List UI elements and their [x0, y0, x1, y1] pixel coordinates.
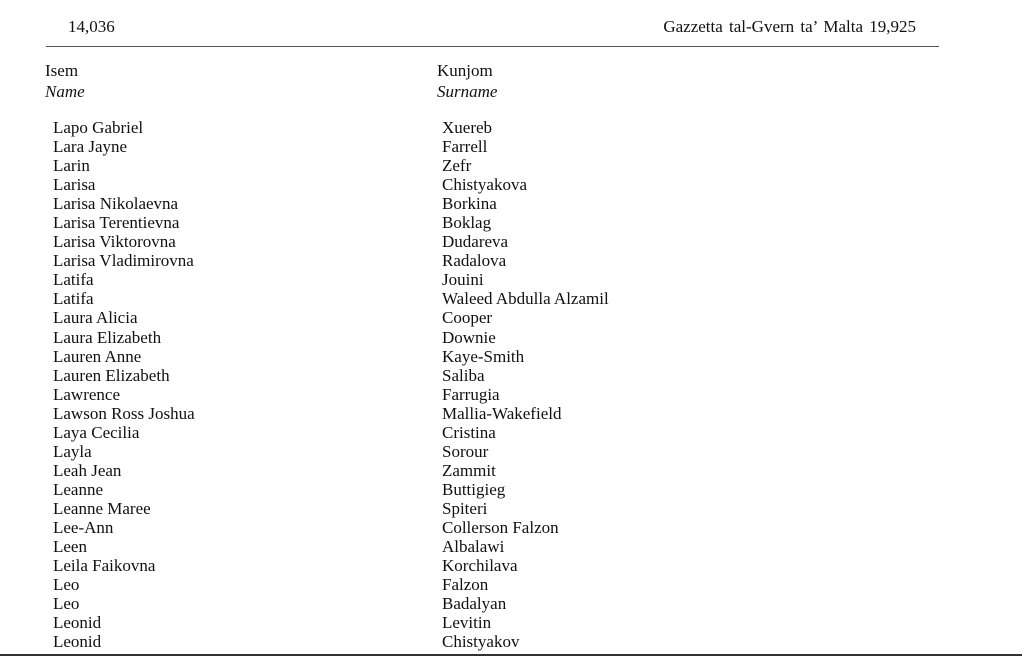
list-item	[0, 632, 1022, 651]
list-item	[0, 537, 1022, 556]
list-item	[0, 461, 1022, 480]
surname: Downie	[442, 327, 496, 347]
surname: Collerson Falzon	[442, 517, 559, 537]
surname: Kaye-Smith	[442, 346, 525, 366]
list-item	[0, 232, 1022, 251]
list-item	[0, 118, 1022, 137]
surname: Falzon	[442, 575, 489, 595]
given-name: Leanne Maree	[53, 498, 151, 518]
surname: Sorour	[442, 441, 489, 461]
surname: Jouini	[442, 270, 484, 290]
surname-column-header	[437, 60, 497, 102]
surname: Xuereb	[442, 118, 493, 137]
surname: Chistyakova	[442, 175, 527, 195]
list-item	[0, 594, 1022, 613]
given-name: Larisa Terentievna	[53, 213, 180, 233]
surname: Badalyan	[442, 594, 507, 614]
list-item	[0, 480, 1022, 499]
list-item	[0, 156, 1022, 175]
list-item	[0, 175, 1022, 194]
page-number: 14,036	[68, 17, 115, 36]
list-item	[0, 423, 1022, 442]
given-name: Larisa	[53, 175, 96, 195]
name-list	[0, 118, 1022, 651]
given-name: Laura Alicia	[53, 308, 138, 328]
publication-title: Gazzetta tal-Gvern ta’ Malta 19,925	[663, 17, 916, 36]
list-item	[0, 556, 1022, 575]
name-column-header	[45, 60, 85, 102]
given-name: Leen	[53, 537, 87, 557]
given-name: Lee-Ann	[53, 517, 114, 537]
given-name: Larisa Vladimirovna	[53, 251, 194, 271]
list-item	[0, 442, 1022, 461]
given-name: Leanne	[53, 479, 104, 499]
given-name: Laya Cecilia	[53, 422, 140, 442]
list-item	[0, 213, 1022, 232]
surname: Buttigieg	[442, 479, 506, 499]
list-item	[0, 270, 1022, 289]
list-item	[0, 194, 1022, 213]
given-name: Lawrence	[53, 384, 121, 404]
given-name: Leo	[53, 575, 80, 595]
surname: Radalova	[442, 251, 507, 271]
list-item	[0, 251, 1022, 270]
list-item	[0, 366, 1022, 385]
given-name: Leah Jean	[53, 460, 122, 480]
surname: Farrell	[442, 137, 488, 157]
surname-header-english: Surname	[437, 82, 498, 101]
given-name: Leonid	[53, 613, 102, 633]
surname: Cristina	[442, 422, 496, 442]
surname: Zammit	[442, 460, 496, 480]
given-name: Larisa Viktorovna	[53, 232, 176, 252]
given-name: Layla	[53, 441, 92, 461]
surname: Korchilava	[442, 556, 518, 576]
given-name: Lauren Elizabeth	[53, 365, 170, 385]
given-name: Leo	[53, 594, 80, 614]
list-item	[0, 404, 1022, 423]
list-item	[0, 347, 1022, 366]
given-name: Laura Elizabeth	[53, 327, 162, 347]
surname: Boklag	[442, 213, 492, 233]
list-item	[0, 328, 1022, 347]
surname: Spiteri	[442, 498, 488, 518]
surname: Albalawi	[442, 537, 505, 557]
surname: Cooper	[442, 308, 493, 328]
given-name: Lara Jayne	[53, 137, 128, 157]
surname: Farrugia	[442, 384, 500, 404]
name-header-maltese: Isem	[45, 61, 79, 80]
list-item	[0, 308, 1022, 327]
given-name: Lauren Anne	[53, 346, 142, 366]
given-name: Leila Faikovna	[53, 556, 156, 576]
surname-header-maltese: Kunjom	[437, 61, 493, 80]
page-header	[46, 0, 939, 47]
list-item	[0, 137, 1022, 156]
surname: Borkina	[442, 194, 497, 214]
name-header-english: Name	[45, 82, 85, 101]
given-name: Latifa	[53, 289, 94, 309]
list-item	[0, 613, 1022, 632]
surname: Waleed Abdulla Alzamil	[442, 289, 609, 309]
given-name: Larin	[53, 156, 90, 176]
list-item	[0, 518, 1022, 537]
list-item	[0, 575, 1022, 594]
surname: Zefr	[442, 156, 472, 176]
surname: Saliba	[442, 365, 485, 385]
list-item	[0, 499, 1022, 518]
given-name: Larisa Nikolaevna	[53, 194, 179, 214]
given-name: Leonid	[53, 632, 102, 652]
given-name: Lapo Gabriel	[53, 118, 144, 137]
surname: Dudareva	[442, 232, 509, 252]
list-item	[0, 385, 1022, 404]
list-item	[0, 289, 1022, 308]
surname: Levitin	[442, 613, 492, 633]
given-name: Lawson Ross Joshua	[53, 403, 195, 423]
surname: Mallia-Wakefield	[442, 403, 562, 423]
surname: Chistyakov	[442, 632, 520, 652]
given-name: Latifa	[53, 270, 94, 290]
